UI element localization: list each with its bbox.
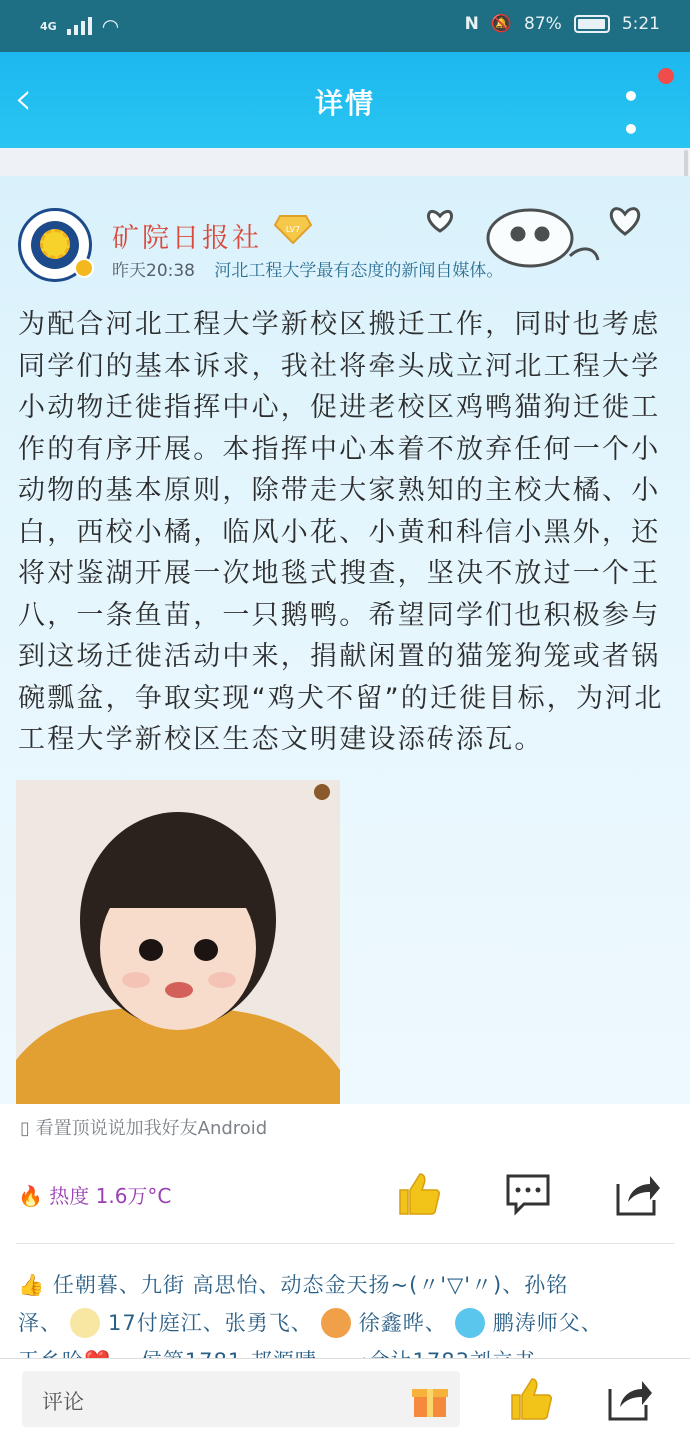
bottom-like-icon[interactable] [506, 1375, 554, 1423]
vip-level: LV7 [285, 225, 301, 234]
share-button[interactable] [614, 1170, 662, 1218]
likes-names: 鹏涛师父、 [492, 1311, 603, 1335]
phone-icon: ▯ [20, 1118, 30, 1139]
mute-icon: 🔕 [490, 14, 513, 34]
post-image[interactable] [16, 780, 340, 1104]
separator [0, 148, 690, 176]
wifi-icon: ◠ [101, 14, 120, 38]
likes-names: 任朝暮、九街 高思怡、动态金天扬~(〃'▽'〃)、孙铭 [52, 1273, 569, 1297]
post-card [0, 176, 690, 1104]
user-avatar[interactable] [70, 1308, 100, 1338]
heat-indicator [18, 1180, 171, 1209]
battery-icon [574, 15, 610, 33]
bottom-share-icon[interactable] [606, 1377, 654, 1421]
page-title: 详情 [314, 87, 375, 120]
user-avatar[interactable] [321, 1308, 351, 1338]
post-time: 昨天20:38 [112, 261, 195, 281]
divider [16, 1243, 674, 1244]
flame-icon: 🔥 [18, 1184, 43, 1208]
heat-text: 热度 1.6万°C [49, 1184, 172, 1208]
network-type: 4G [40, 19, 57, 33]
nav-bar [0, 52, 690, 148]
comment-input[interactable] [22, 1371, 460, 1427]
comment-placeholder: 评论 [42, 1390, 84, 1414]
battery-percent: 87% [524, 14, 562, 34]
vip-diamond-icon [274, 214, 312, 244]
likes-line[interactable] [18, 1266, 678, 1304]
post-content[interactable]: 为配合河北工程大学新校区搬迁工作，同时也考虑同学们的基本诉求，我社将牵头成立河北工程大学小动物迁徙指挥中心，促进老校区鸡鸭猫狗迁徙工作的有序开展。本指挥中心本着不放弃任何一个小动物的基本原则，除带走大家熟知的主校大橘、小白，西校小橘，临风小花、小黄和科信小黑外，还将对鉴湖开展一次地毯式搜查，坚决不放过一个王八，一条鱼苗，一只鹅鸭。希望同学们也积极参与到这场迁徙活动中来，捐献闲置的猫笼狗笼或者锅碗瓢盆，争取实现“鸡犬不留”的迁徙目标，为河北工程大学新校区生态文明建设添砖添瓦。 [18, 309, 664, 755]
notification-dot [658, 68, 674, 84]
author-signature: 河北工程大学最有态度的新闻自媒体。 [214, 261, 504, 281]
user-avatar[interactable] [455, 1308, 485, 1338]
post-meta [112, 256, 503, 281]
comment-button[interactable] [504, 1170, 552, 1218]
thumb-up-icon: 👍 [18, 1273, 46, 1297]
like-button[interactable] [394, 1170, 442, 1218]
likes-names: 17付庭江、张勇飞、 [108, 1311, 313, 1335]
back-icon[interactable]: ‹ [14, 71, 33, 125]
clock: 5:21 [621, 14, 660, 34]
device-info [20, 1114, 267, 1140]
nfc-icon: N [464, 14, 479, 34]
gift-icon[interactable] [410, 1379, 450, 1419]
device-text: 看置顶说说加我好友Android [35, 1118, 268, 1139]
verified-badge-icon [74, 258, 94, 278]
likes-names: 泽、 [18, 1311, 62, 1335]
status-bar [0, 0, 690, 52]
author-name[interactable]: 矿院日报社 [112, 223, 262, 254]
bottom-bar [0, 1358, 690, 1434]
signal-icon [67, 17, 92, 35]
more-menu-icon[interactable]: • • [622, 80, 643, 146]
likes-line[interactable] [18, 1304, 678, 1342]
likes-names: 徐鑫晔、 [358, 1311, 447, 1335]
